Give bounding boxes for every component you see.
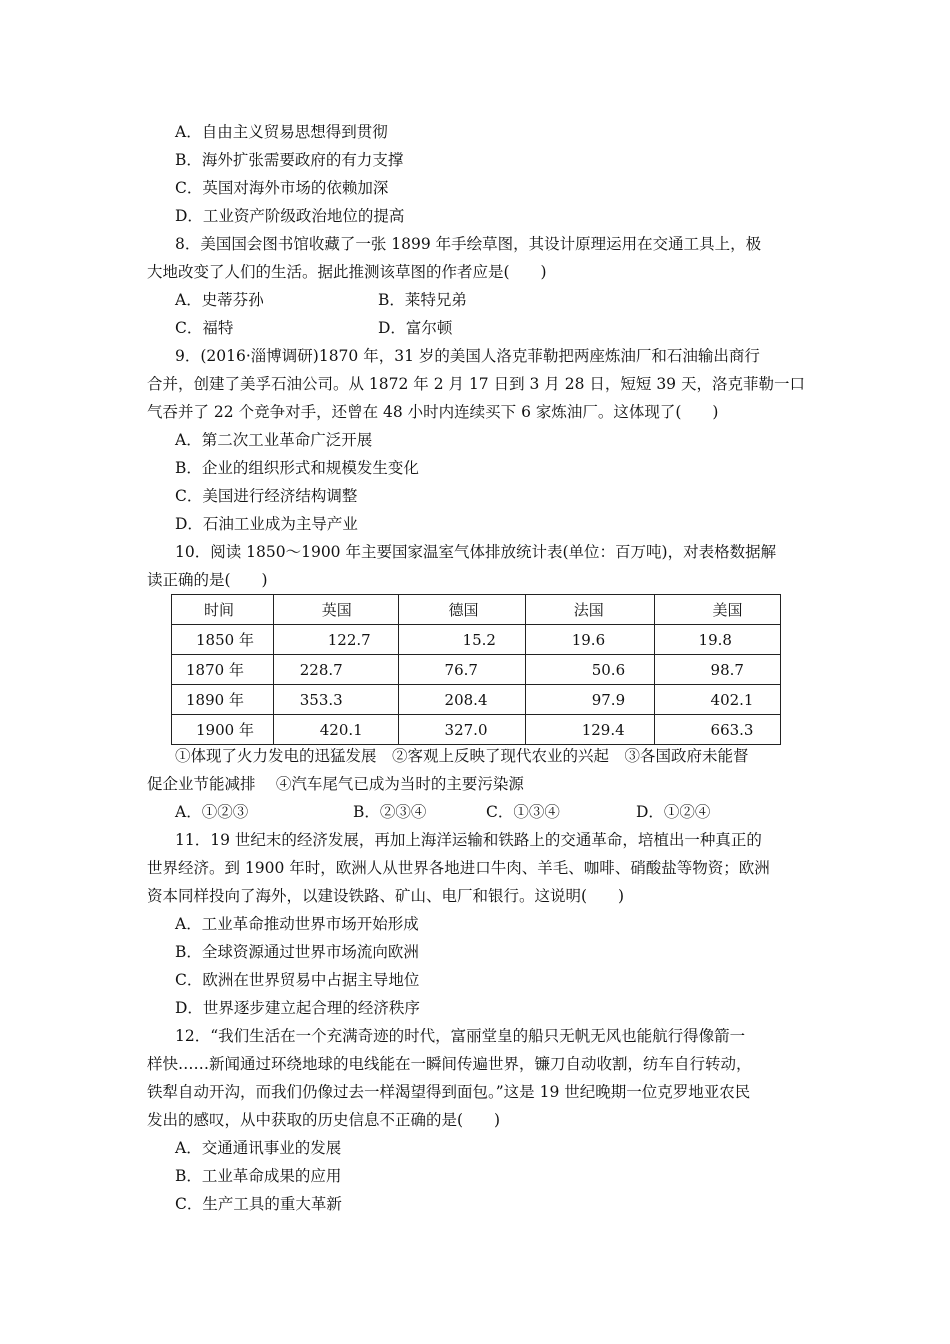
table-cell: 50.6 — [525, 655, 654, 685]
q7-option-a: A．自由主义贸易思想得到贯彻 — [175, 123, 388, 141]
q9-option-a: A．第二次工业革命广泛开展 — [175, 431, 373, 449]
q9-option-c: C．美国进行经济结构调整 — [175, 487, 358, 505]
table-cell: 1890 年 — [172, 685, 274, 715]
table-header-cell: 法国 — [525, 595, 654, 625]
q10-stem-line-2: 读正确的是( ) — [147, 571, 268, 589]
q10-option-a: A．①②③ — [175, 803, 249, 821]
table-cell: 15.2 — [398, 625, 525, 655]
emission-table — [171, 594, 781, 745]
table-cell: 353.3 — [273, 685, 398, 715]
table-cell: 98.7 — [654, 655, 780, 685]
table-cell: 420.1 — [273, 715, 398, 745]
q10-option-c: C．①③④ — [486, 803, 560, 821]
q9-option-d: D．石油工业成为主导产业 — [175, 515, 358, 533]
q10-stem-line-1: 10．阅读 1850～1900 年主要国家温室气体排放统计表(单位：百万吨)，对表格数据解 — [175, 543, 777, 561]
table-cell: 129.4 — [525, 715, 654, 745]
q10-statements-line-2: 促企业节能减排 ④汽车尾气已成为当时的主要污染源 — [147, 775, 524, 793]
q8-option-c: C．福特 — [175, 319, 234, 337]
q12-option-c: C．生产工具的重大革新 — [175, 1195, 342, 1213]
q9-stem-line-1: 9．(2016·淄博调研)1870 年，31 岁的美国人洛克菲勒把两座炼油厂和石油输出商行 — [175, 347, 760, 365]
table-cell: 327.0 — [398, 715, 525, 745]
q7-option-c: C．英国对海外市场的依赖加深 — [175, 179, 389, 197]
table-cell: 1850 年 — [172, 625, 274, 655]
q9-stem-line-2: 合并，创建了美孚石油公司。从 1872 年 2 月 17 日到 3 月 28 日，短短 39 天，洛克菲勒一口 — [147, 375, 805, 393]
q11-option-d: D．世界逐步建立起合理的经济秩序 — [175, 999, 420, 1017]
q8-option-d: D．富尔顿 — [378, 319, 453, 337]
table-cell: 663.3 — [654, 715, 780, 745]
q12-stem-line-3: 铁犁自动开沟，而我们仍像过去一样渴望得到面包。”这是 19 世纪晚期一位克罗地亚农民 — [147, 1083, 751, 1101]
table-header-cell: 时间 — [172, 595, 274, 625]
q11-option-c: C．欧洲在世界贸易中占据主导地位 — [175, 971, 420, 989]
table-header-cell: 德国 — [398, 595, 525, 625]
q12-stem-line-2: 样快……新闻通过环绕地球的电线能在一瞬间传遍世界，镰刀自动收割，纺车自行转动， — [147, 1055, 752, 1073]
q11-option-b: B．全球资源通过世界市场流向欧洲 — [175, 943, 419, 961]
table-header-cell: 英国 — [273, 595, 398, 625]
table-cell: 97.9 — [525, 685, 654, 715]
q8-option-a: A．史蒂芬孙 — [175, 291, 264, 309]
q9-option-b: B．企业的组织形式和规模发生变化 — [175, 459, 419, 477]
table-cell: 19.6 — [525, 625, 654, 655]
q7-option-d: D．工业资产阶级政治地位的提高 — [175, 207, 405, 225]
q11-option-a: A．工业革命推动世界市场开始形成 — [175, 915, 419, 933]
q11-stem-line-3: 资本同样投向了海外，以建设铁路、矿山、电厂和银行。这说明( ) — [147, 887, 625, 905]
q8-stem-line-2: 大地改变了人们的生活。据此推测该草图的作者应是( ) — [147, 263, 547, 281]
table-cell: 208.4 — [398, 685, 525, 715]
q8-stem-line-1: 8．美国国会图书馆收藏了一张 1899 年手绘草图，其设计原理运用在交通工具上，极 — [175, 235, 762, 253]
q12-stem-line-4: 发出的感叹，从中获取的历史信息不正确的是( ) — [147, 1111, 501, 1129]
table-header-cell: 美国 — [654, 595, 780, 625]
table-cell: 19.8 — [654, 625, 780, 655]
q8-option-b: B．莱特兄弟 — [378, 291, 467, 309]
q12-option-a: A．交通通讯事业的发展 — [175, 1139, 342, 1157]
table-cell: 228.7 — [273, 655, 398, 685]
q11-stem-line-2: 世界经济。到 1900 年时，欧洲人从世界各地进口牛肉、羊毛、咖啡、硝酸盐等物资；欧洲 — [147, 859, 770, 877]
table-row — [172, 655, 781, 685]
q12-stem-line-1: 12．“我们生活在一个充满奇迹的时代，富丽堂皇的船只无帆无风也能航行得像箭一 — [175, 1027, 746, 1045]
q10-option-d: D．①②④ — [636, 803, 711, 821]
table-cell: 122.7 — [273, 625, 398, 655]
q11-stem-line-1: 11．19 世纪末的经济发展，再加上海洋运输和铁路上的交通革命，培植出一种真正的 — [175, 831, 762, 849]
q10-option-b: B．②③④ — [353, 803, 427, 821]
table-cell: 402.1 — [654, 685, 780, 715]
q9-stem-line-3: 气吞并了 22 个竞争对手，还曾在 48 小时内连续买下 6 家炼油厂。这体现了( ) — [147, 403, 719, 421]
table-row — [172, 715, 781, 745]
table-cell: 76.7 — [398, 655, 525, 685]
table-header-row — [172, 595, 781, 625]
q10-statements-line-1: ①体现了火力发电的迅猛发展 ②客观上反映了现代农业的兴起 ③各国政府未能督 — [175, 747, 749, 765]
table-cell: 1900 年 — [172, 715, 274, 745]
table-cell: 1870 年 — [172, 655, 274, 685]
q12-option-b: B．工业革命成果的应用 — [175, 1167, 342, 1185]
table-row — [172, 625, 781, 655]
table-row — [172, 685, 781, 715]
q7-option-b: B．海外扩张需要政府的有力支撑 — [175, 151, 404, 169]
